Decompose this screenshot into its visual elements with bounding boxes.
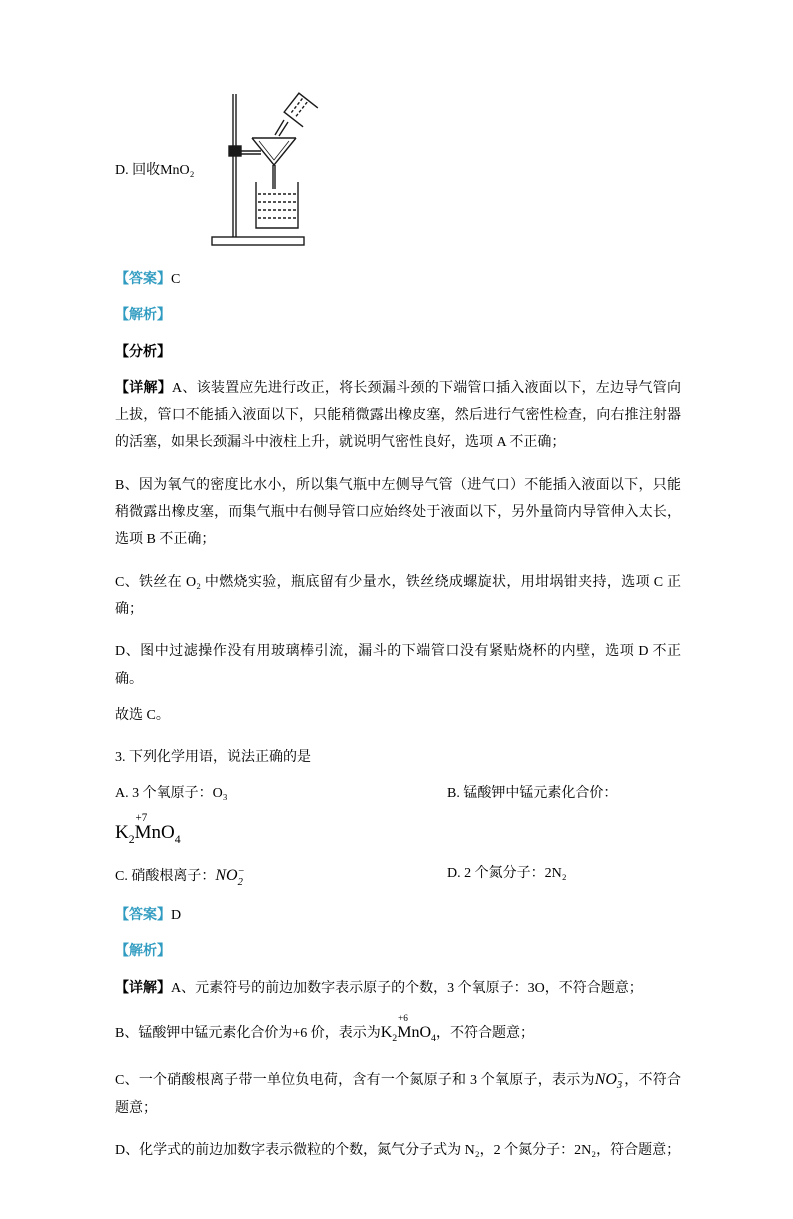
q2-fenxi-line [115, 339, 681, 366]
q3-options-row-ab [115, 780, 681, 808]
nitrate-ion-formula [594, 1069, 625, 1092]
q2-answer-line [115, 266, 681, 293]
q3-detail-a [115, 975, 681, 1002]
answer-value: D [171, 908, 182, 924]
superscript-charge: − [237, 865, 245, 877]
q3-option-c [115, 860, 447, 892]
subscript: 4 [174, 833, 181, 847]
oxidation-state: +6 [397, 1013, 408, 1024]
funnel [252, 138, 296, 189]
q3-options-row-cd [115, 860, 681, 892]
q3-option-c-label: C. 硝酸根离子： [115, 869, 216, 885]
potassium-manganate-formula-plus6 [380, 1013, 436, 1045]
subscript: 2 [392, 1033, 398, 1045]
answer-tag: 【答案】 [115, 272, 171, 287]
pour-stream [275, 120, 288, 136]
q3-jiexi-line [115, 938, 681, 965]
q2-detail-c: C、铁丝在 O₂ 中燃烧实验，瓶底留有少量水，铁丝绕成螺旋状，用坩埚钳夹持，选项 C 正确； [115, 574, 681, 617]
subscript: 3 [616, 1080, 623, 1092]
sub-sup-stack [238, 866, 245, 888]
q2-option-d-label: D. 回收MnO₂ [115, 163, 195, 178]
element-symbol: O [419, 1023, 432, 1041]
q2-detail-d: D、图中过滤操作没有用玻璃棒引流，漏斗的下端管口没有紧贴烧杯的内壁，选项 D 不正确。 [115, 644, 681, 687]
q3-option-b-formula-line [115, 810, 681, 850]
q3-answer-line [115, 902, 681, 929]
superscript-charge: − [616, 1069, 625, 1081]
element-symbol: Mn [397, 1023, 420, 1041]
q2-conclusion: 故选 C。 [115, 707, 170, 723]
q3-stem: 3. 下列化学用语，说法正确的是 [115, 750, 311, 766]
oxidation-state-wrap [397, 1013, 420, 1048]
xiangjie-tag: 【详解】 [115, 980, 171, 996]
jiexi-tag: 【解析】 [115, 944, 171, 960]
q2-jiexi-line [115, 302, 681, 329]
formula-base: NO [215, 867, 238, 885]
q3-detail-b [115, 1013, 681, 1049]
element-symbol: K [380, 1023, 393, 1041]
oxidation-state-wrap [134, 811, 162, 848]
q3-detail-d: D、化学式的前边加数字表示微粒的个数，氮气分子式为 N₂，2 个氮分子：2N₂，符合题意； [115, 1143, 681, 1158]
subscript: 4 [431, 1033, 436, 1045]
detail-text: A、元素符号的前边加数字表示原子的个数，3 个氧原子：3O，不符合题意； [171, 980, 643, 996]
detail-text: ，不符合题意； [115, 1072, 682, 1116]
answer-tag: 【答案】 [115, 908, 171, 924]
sub-sup-stack [617, 1069, 624, 1091]
detail-text: A、该装置应先进行改正，将长颈漏斗颈的下端管口插入液面以下，左边导气管向上拔，管口不能插入液面以下，只能稍微露出橡皮塞，然后进行气密性检查，向右推注射器的活塞，如果长颈漏斗中液柱上升，就说明气密性良好，选项 A 不正确； [115, 380, 682, 451]
fenxi-tag: 【分析】 [115, 344, 171, 360]
detail-text: ，不符合题意； [436, 1025, 534, 1041]
pouring-beaker [284, 93, 318, 127]
q2-detail-a [115, 375, 681, 457]
potassium-manganate-formula [115, 811, 181, 847]
nitrite-ion-formula [215, 865, 245, 888]
q2-option-d-row [115, 88, 681, 250]
element-symbol: K [115, 822, 129, 844]
receiving-beaker [256, 182, 298, 228]
subscript: 2 [128, 833, 135, 847]
xiangjie-tag: 【详解】 [115, 380, 173, 396]
oxidation-state: +7 [135, 811, 148, 824]
detail-text: C、一个硝酸根离子带一单位负电荷，含有一个氮原子和 3 个氧原子，表示为 [115, 1072, 595, 1088]
answer-value: C [171, 272, 181, 287]
q2-detail-b: B、因为氧气的密度比水小，所以集气瓶中左侧导气管（进气口）不能插入液面以下，只能稍微露出橡皮塞，而集气瓶中右侧导管口应始终处于液面以下，另外量筒内导管伸入太长，选项 B 不正确； [115, 477, 681, 548]
q3-option-b-label: B. 锰酸钾中锰元素化合价： [447, 786, 618, 802]
subscript: 2 [237, 876, 243, 888]
q3-option-a: A. 3 个氧原子：O₃ [115, 786, 228, 802]
element-symbol: Mn [134, 822, 162, 844]
element-symbol: O [161, 822, 175, 844]
detail-text: B、锰酸钾中锰元素化合价为+6 价，表示为 [115, 1025, 381, 1041]
q3-option-d: D. 2 个氮分子：2N₂ [447, 866, 567, 882]
formula-base: NO [594, 1070, 617, 1088]
jiexi-tag: 【解析】 [115, 308, 171, 324]
filtration-apparatus-diagram [209, 88, 337, 250]
q3-detail-c [115, 1064, 681, 1122]
